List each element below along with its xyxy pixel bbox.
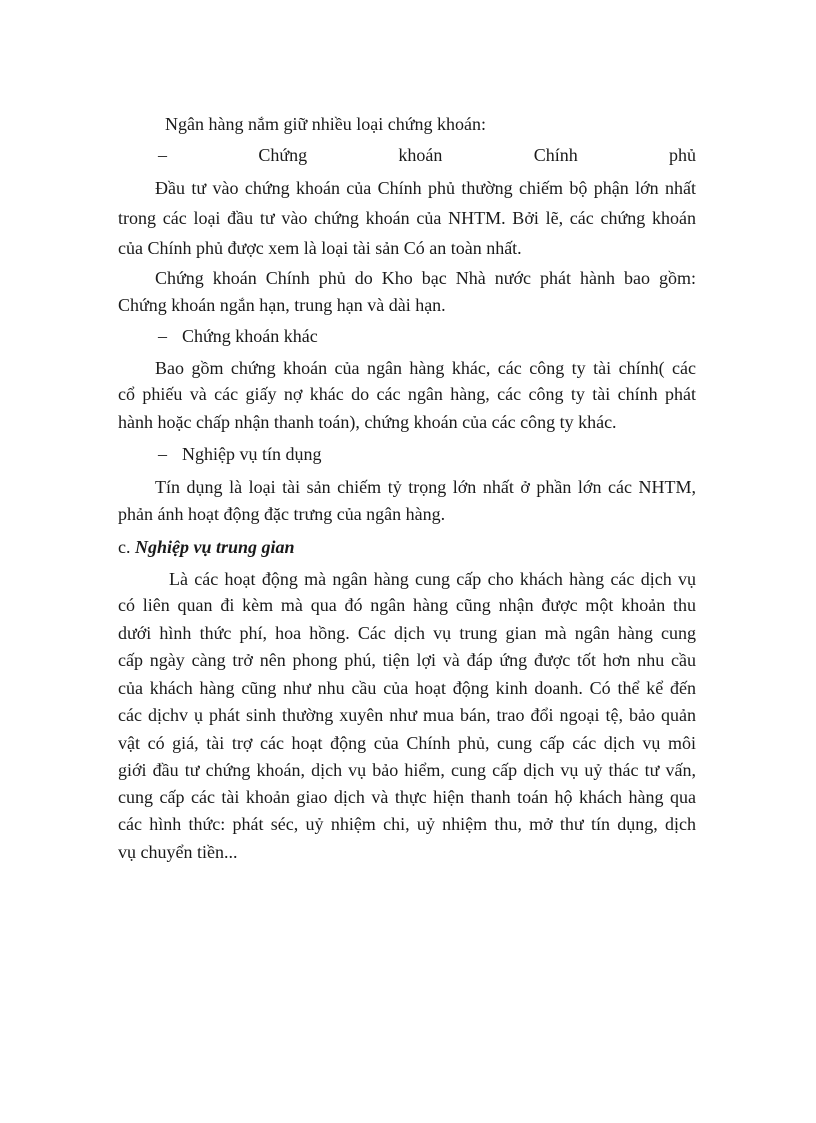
bullet-word: Chứng [258, 145, 308, 165]
bullet-dash: – [158, 444, 167, 464]
bullet-word: khoán [398, 145, 443, 165]
heading-prefix: c. [118, 537, 131, 557]
intermediary-para-line: vật có giá, tài trợ các hoạt động của Chính phủ, cung cấp các dịch vụ môi [118, 733, 696, 753]
bullet-dash: – [158, 326, 167, 346]
bullet-word: Chính [533, 145, 578, 165]
bullet-label: Nghiệp vụ tín dụng [182, 444, 322, 464]
credit-para-line: Tín dụng là loại tài sản chiếm tỷ trọng lớn nhất ở phần lớn các NHTM, [155, 477, 696, 497]
intermediary-para-line: Là các hoạt động mà ngân hàng cung cấp cho khách hàng các dịch vụ [169, 569, 696, 589]
gov-para-line: của Chính phủ được xem là loại tài sản Có an toàn nhất. [118, 238, 522, 258]
treasury-para-line: Chứng khoán Chính phủ do Kho bạc Nhà nước phát hành bao gồm: [155, 268, 696, 288]
intermediary-para-line: các hình thức: phát séc, uỷ nhiệm chi, uỷ nhiệm thu, mở thư tín dụng, dịch [118, 814, 696, 834]
bullet-credit [158, 441, 696, 467]
bullet-government-securities [158, 142, 696, 168]
heading-title: Nghiệp vụ trung gian [135, 537, 295, 557]
intermediary-para-line: có liên quan đi kèm mà qua đó ngân hàng cũng nhận được một khoản thu [118, 595, 696, 615]
bullet-other-securities [158, 323, 696, 349]
intro-line: Ngân hàng nắm giữ nhiều loại chứng khoán: [165, 114, 486, 134]
intermediary-para-line: cung cấp các tài khoản giao dịch và thực hiện thanh toán hộ khách hàng qua [118, 787, 696, 807]
intermediary-para-line: giới đầu tư chứng khoán, dịch vụ bảo hiểm, cung cấp dịch vụ uỷ thác tư vấn, [118, 760, 696, 780]
gov-para-line: trong các loại đầu tư vào chứng khoán của NHTM. Bởi lẽ, các chứng khoán [118, 208, 696, 228]
intermediary-para-line: các dịchv ụ phát sinh thường xuyên như mua bán, trao đổi ngoại tệ, bảo quản [118, 705, 696, 725]
intermediary-para-line: của khách hàng cũng như nhu cầu của hoạt động kinh doanh. Có thể kể đến [118, 678, 696, 698]
other-para-line: cổ phiếu và các giấy nợ khác do các ngân hàng, các công ty tài chính phát [118, 384, 696, 404]
treasury-para-line: Chứng khoán ngắn hạn, trung hạn và dài hạn. [118, 295, 446, 315]
other-para-line: Bao gồm chứng khoán của ngân hàng khác, các công ty tài chính( các [155, 358, 696, 378]
bullet-dash: – [158, 145, 167, 165]
bullet-word: phủ [669, 145, 697, 165]
credit-para-line: phản ánh hoạt động đặc trưng của ngân hàng. [118, 504, 446, 524]
gov-para-line: Đầu tư vào chứng khoán của Chính phủ thường chiếm bộ phận lớn nhất [155, 178, 696, 198]
other-para-line: hành hoặc chấp nhận thanh toán), chứng khoán của các công ty khác. [118, 412, 617, 432]
bullet-label: Chứng khoán khác [182, 326, 318, 346]
intermediary-para-line: cấp ngày càng trở nên phong phú, tiện lợi và đáp ứng được tốt hơn nhu cầu [118, 650, 696, 670]
intermediary-para-line: dưới hình thức phí, hoa hồng. Các dịch vụ trung gian mà ngân hàng cung [118, 623, 696, 643]
section-heading [118, 534, 696, 560]
intermediary-para-line: vụ chuyển tiền... [118, 842, 238, 862]
